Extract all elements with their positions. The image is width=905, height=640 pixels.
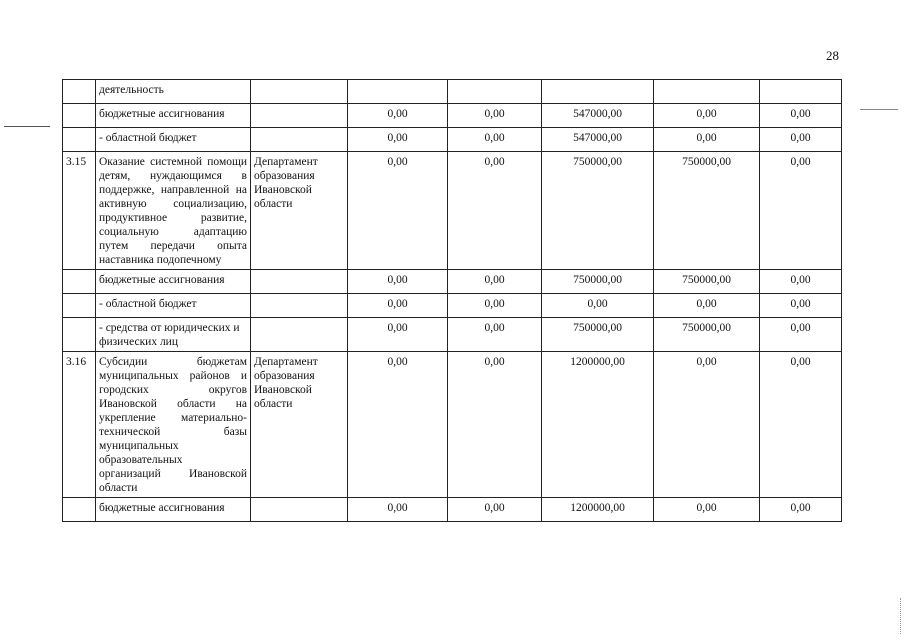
row-number	[63, 104, 96, 128]
table-row	[63, 352, 842, 498]
value-cell: 0,00	[542, 294, 654, 318]
value-cell: 0,00	[654, 498, 760, 522]
value-cell	[348, 80, 448, 104]
row-executor	[251, 80, 348, 104]
table-row	[63, 270, 842, 294]
table-row	[63, 104, 842, 128]
page-number: 28	[826, 48, 839, 63]
left-margin-mark	[4, 126, 50, 127]
value-cell: 0,00	[448, 128, 542, 152]
value-cell: 0,00	[448, 498, 542, 522]
value-cell: 0,00	[348, 294, 448, 318]
value-cell: 0,00	[348, 104, 448, 128]
scan-artifact	[900, 598, 903, 634]
row-executor	[251, 498, 348, 522]
value-cell: 750000,00	[654, 270, 760, 294]
row-name: деятельность	[96, 80, 251, 104]
value-cell: 0,00	[448, 104, 542, 128]
table-row	[63, 80, 842, 104]
value-cell: 0,00	[654, 294, 760, 318]
table-row	[63, 498, 842, 522]
row-executor	[251, 104, 348, 128]
value-cell: 0,00	[348, 318, 448, 352]
row-number	[63, 498, 96, 522]
value-cell: 0,00	[448, 270, 542, 294]
value-cell: 0,00	[760, 352, 842, 498]
row-number	[63, 270, 96, 294]
value-cell: 0,00	[448, 352, 542, 498]
row-name: - областной бюджет	[96, 294, 251, 318]
row-name: Субсидии бюджетам муниципальных районов и городских округов Ивановской области на укрепление материально-технической базы муниципальных образовательных организаций Ивановской области	[96, 352, 251, 498]
row-name: бюджетные ассигнования	[96, 270, 251, 294]
value-cell: 0,00	[348, 128, 448, 152]
value-cell: 1200000,00	[542, 498, 654, 522]
row-executor: Департамент образования Ивановской области	[251, 152, 348, 270]
value-cell	[448, 80, 542, 104]
value-cell: 0,00	[348, 498, 448, 522]
value-cell: 0,00	[760, 104, 842, 128]
value-cell: 750000,00	[542, 270, 654, 294]
row-executor	[251, 270, 348, 294]
value-cell: 0,00	[760, 270, 842, 294]
value-cell: 0,00	[348, 352, 448, 498]
row-name: Оказание системной помощи детям, нуждающимся в поддержке, направленной на активную социализацию, продуктивное развитие, социальную адаптацию путем передачи опыта наставника подопечному	[96, 152, 251, 270]
table-row	[63, 318, 842, 352]
row-executor	[251, 318, 348, 352]
value-cell	[760, 80, 842, 104]
value-cell: 0,00	[760, 152, 842, 270]
row-number	[63, 128, 96, 152]
value-cell: 0,00	[760, 128, 842, 152]
value-cell: 0,00	[348, 152, 448, 270]
right-margin-mark	[860, 109, 898, 110]
value-cell: 750000,00	[654, 152, 760, 270]
row-name: - средства от юридических и физических лиц	[96, 318, 251, 352]
row-name: бюджетные ассигнования	[96, 498, 251, 522]
row-executor	[251, 128, 348, 152]
row-number: 3.16	[63, 352, 96, 498]
value-cell: 0,00	[654, 128, 760, 152]
value-cell: 750000,00	[542, 152, 654, 270]
value-cell: 0,00	[654, 352, 760, 498]
row-number: 3.15	[63, 152, 96, 270]
value-cell: 547000,00	[542, 104, 654, 128]
value-cell: 750000,00	[654, 318, 760, 352]
value-cell: 0,00	[448, 318, 542, 352]
value-cell	[542, 80, 654, 104]
row-number	[63, 294, 96, 318]
value-cell	[654, 80, 760, 104]
value-cell: 0,00	[760, 318, 842, 352]
value-cell: 0,00	[448, 152, 542, 270]
value-cell: 547000,00	[542, 128, 654, 152]
value-cell: 0,00	[348, 270, 448, 294]
row-number	[63, 80, 96, 104]
value-cell: 750000,00	[542, 318, 654, 352]
value-cell: 0,00	[654, 104, 760, 128]
row-name: - областной бюджет	[96, 128, 251, 152]
value-cell: 0,00	[760, 498, 842, 522]
value-cell: 1200000,00	[542, 352, 654, 498]
table-row	[63, 152, 842, 270]
row-executor: Департамент образования Ивановской области	[251, 352, 348, 498]
row-name: бюджетные ассигнования	[96, 104, 251, 128]
row-number	[63, 318, 96, 352]
table-row	[63, 294, 842, 318]
value-cell: 0,00	[760, 294, 842, 318]
budget-table	[62, 79, 842, 522]
row-executor	[251, 294, 348, 318]
table-row	[63, 128, 842, 152]
value-cell: 0,00	[448, 294, 542, 318]
